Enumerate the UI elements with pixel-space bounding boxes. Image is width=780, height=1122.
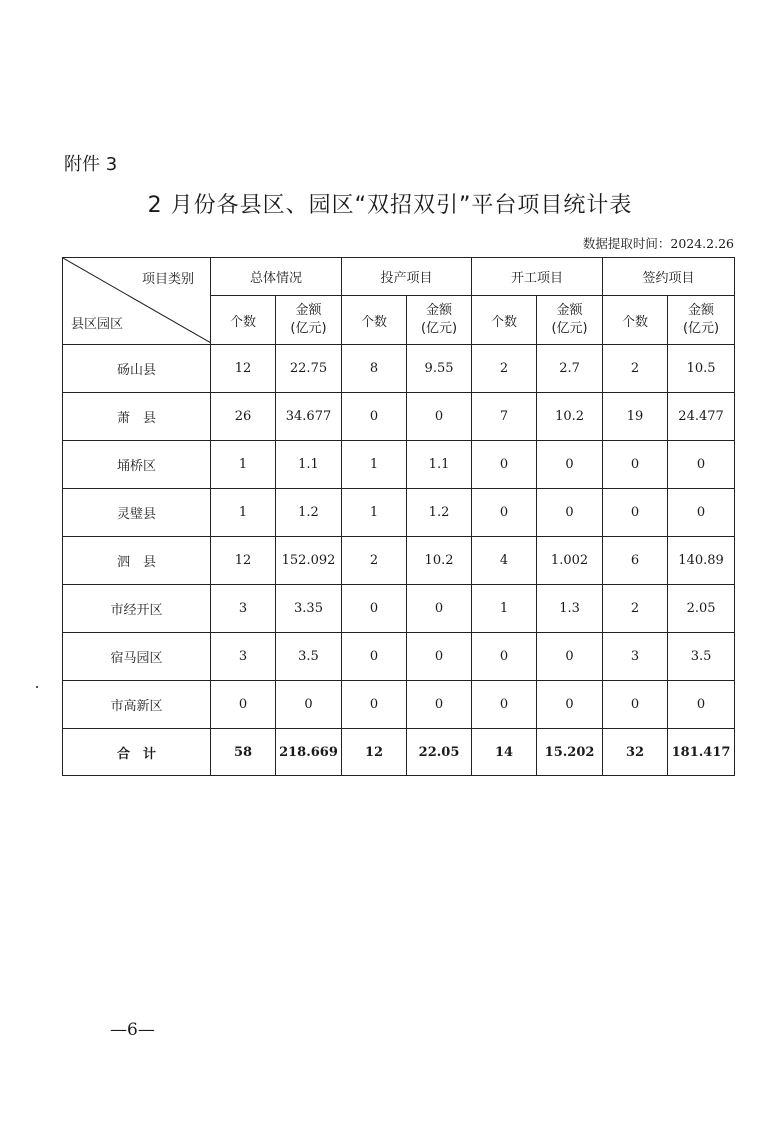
amount-label-line2: (亿元): [290, 321, 327, 336]
page-title: 2 月份各县区、园区“双招双引”平台项目统计表: [147, 193, 633, 218]
row-name: 埇桥区: [63, 441, 211, 489]
total-value: 32: [603, 729, 668, 776]
cell-value: 2: [603, 585, 668, 633]
table-row: [63, 633, 735, 681]
group-header-signed: 签约项目: [603, 258, 735, 296]
cell-value: 0: [603, 681, 668, 729]
cell-value: 152.092: [276, 537, 342, 585]
statistics-table: [62, 257, 735, 776]
cell-value: 0: [537, 633, 603, 681]
sub-header-count: 个数: [211, 296, 276, 345]
cell-value: 2: [342, 537, 407, 585]
row-name: 宿马园区: [63, 633, 211, 681]
cell-value: 0: [537, 681, 603, 729]
total-value: 12: [342, 729, 407, 776]
cell-value: 140.89: [668, 537, 735, 585]
cell-value: 0: [537, 489, 603, 537]
cell-value: 1: [211, 489, 276, 537]
cell-value: 12: [211, 345, 276, 393]
cell-value: 10.5: [668, 345, 735, 393]
cell-value: 0: [472, 633, 537, 681]
cell-value: 4: [472, 537, 537, 585]
cell-value: 0: [668, 489, 735, 537]
sub-header-count: 个数: [472, 296, 537, 345]
diagonal-bottom-label: 县区园区: [71, 317, 124, 332]
cell-value: 8: [342, 345, 407, 393]
total-label: 合 计: [63, 729, 211, 776]
amount-label-line2: (亿元): [420, 321, 458, 336]
extract-time: 数据提取时间：2024.2.26: [582, 236, 734, 251]
cell-value: 0: [537, 441, 603, 489]
cell-value: 1: [342, 441, 407, 489]
row-name: 泗 县: [63, 537, 211, 585]
cell-value: 26: [211, 393, 276, 441]
cell-value: 2: [603, 345, 668, 393]
cell-value: 3: [211, 633, 276, 681]
cell-value: 0: [342, 681, 407, 729]
cell-value: 0: [342, 393, 407, 441]
sub-header-amount: [537, 296, 603, 345]
table-row: [63, 537, 735, 585]
amount-label-line1: 金额: [688, 303, 715, 318]
cell-value: 0: [603, 441, 668, 489]
table-row: [63, 441, 735, 489]
sub-header-amount: [276, 296, 342, 345]
cell-value: 3.5: [668, 633, 735, 681]
cell-value: 2.7: [537, 345, 603, 393]
row-name: 市高新区: [63, 681, 211, 729]
cell-value: 1: [342, 489, 407, 537]
cell-value: 0: [407, 585, 472, 633]
amount-label-line2: (亿元): [551, 321, 588, 336]
cell-value: 0: [276, 681, 342, 729]
cell-value: 1.1: [276, 441, 342, 489]
cell-value: 10.2: [537, 393, 603, 441]
cell-value: 0: [603, 489, 668, 537]
cell-value: 0: [407, 681, 472, 729]
sub-header-count: 个数: [342, 296, 407, 345]
cell-value: 2: [472, 345, 537, 393]
row-name: 砀山县: [63, 345, 211, 393]
row-name: 灵璧县: [63, 489, 211, 537]
sub-header-amount: [407, 296, 472, 345]
cell-value: 3.5: [276, 633, 342, 681]
diagonal-header-cell: [63, 258, 211, 345]
cell-value: 1.2: [276, 489, 342, 537]
cell-value: 0: [472, 489, 537, 537]
cell-value: 0: [211, 681, 276, 729]
table-row: [63, 489, 735, 537]
total-value: 14: [472, 729, 537, 776]
group-header-overall: 总体情况: [211, 258, 342, 296]
cell-value: 12: [211, 537, 276, 585]
cell-value: 3: [211, 585, 276, 633]
amount-label-line1: 金额: [295, 303, 322, 318]
table-row: [63, 345, 735, 393]
total-value: 58: [211, 729, 276, 776]
table-row: [63, 393, 735, 441]
cell-value: 9.55: [407, 345, 472, 393]
cell-value: 2.05: [668, 585, 735, 633]
cell-value: 34.677: [276, 393, 342, 441]
page-number: —6—: [110, 1020, 155, 1040]
amount-label-line2: (亿元): [682, 321, 720, 336]
scan-speck: [36, 686, 38, 688]
cell-value: 0: [668, 681, 735, 729]
cell-value: 7: [472, 393, 537, 441]
cell-value: 10.2: [407, 537, 472, 585]
total-value: 181.417: [668, 729, 735, 776]
cell-value: 22.75: [276, 345, 342, 393]
cell-value: 6: [603, 537, 668, 585]
cell-value: 1: [211, 441, 276, 489]
total-value: 15.202: [537, 729, 603, 776]
total-row: [63, 729, 735, 776]
cell-value: 0: [342, 633, 407, 681]
cell-value: 1.002: [537, 537, 603, 585]
row-name: 萧 县: [63, 393, 211, 441]
cell-value: 1.2: [407, 489, 472, 537]
cell-value: 1.3: [537, 585, 603, 633]
cell-value: 0: [472, 441, 537, 489]
cell-value: 19: [603, 393, 668, 441]
cell-value: 0: [407, 393, 472, 441]
table-row: [63, 585, 735, 633]
sub-header-count: 个数: [603, 296, 668, 345]
row-name: 市经开区: [63, 585, 211, 633]
table-row: [63, 681, 735, 729]
cell-value: 24.477: [668, 393, 735, 441]
sub-header-amount: [668, 296, 735, 345]
cell-value: 0: [342, 585, 407, 633]
attachment-label: 附件 3: [64, 154, 118, 175]
cell-value: 0: [472, 681, 537, 729]
total-value: 218.669: [276, 729, 342, 776]
cell-value: 0: [407, 633, 472, 681]
cell-value: 3.35: [276, 585, 342, 633]
cell-value: 1: [472, 585, 537, 633]
cell-value: 1.1: [407, 441, 472, 489]
total-value: 22.05: [407, 729, 472, 776]
group-header-started: 开工项目: [472, 258, 603, 296]
cell-value: 0: [668, 441, 735, 489]
cell-value: 3: [603, 633, 668, 681]
diagonal-top-label: 项目类别: [141, 272, 194, 287]
amount-label-line1: 金额: [426, 303, 453, 318]
amount-label-line1: 金额: [556, 303, 583, 318]
header-row-groups: [63, 258, 735, 296]
group-header-production: 投产项目: [342, 258, 472, 296]
